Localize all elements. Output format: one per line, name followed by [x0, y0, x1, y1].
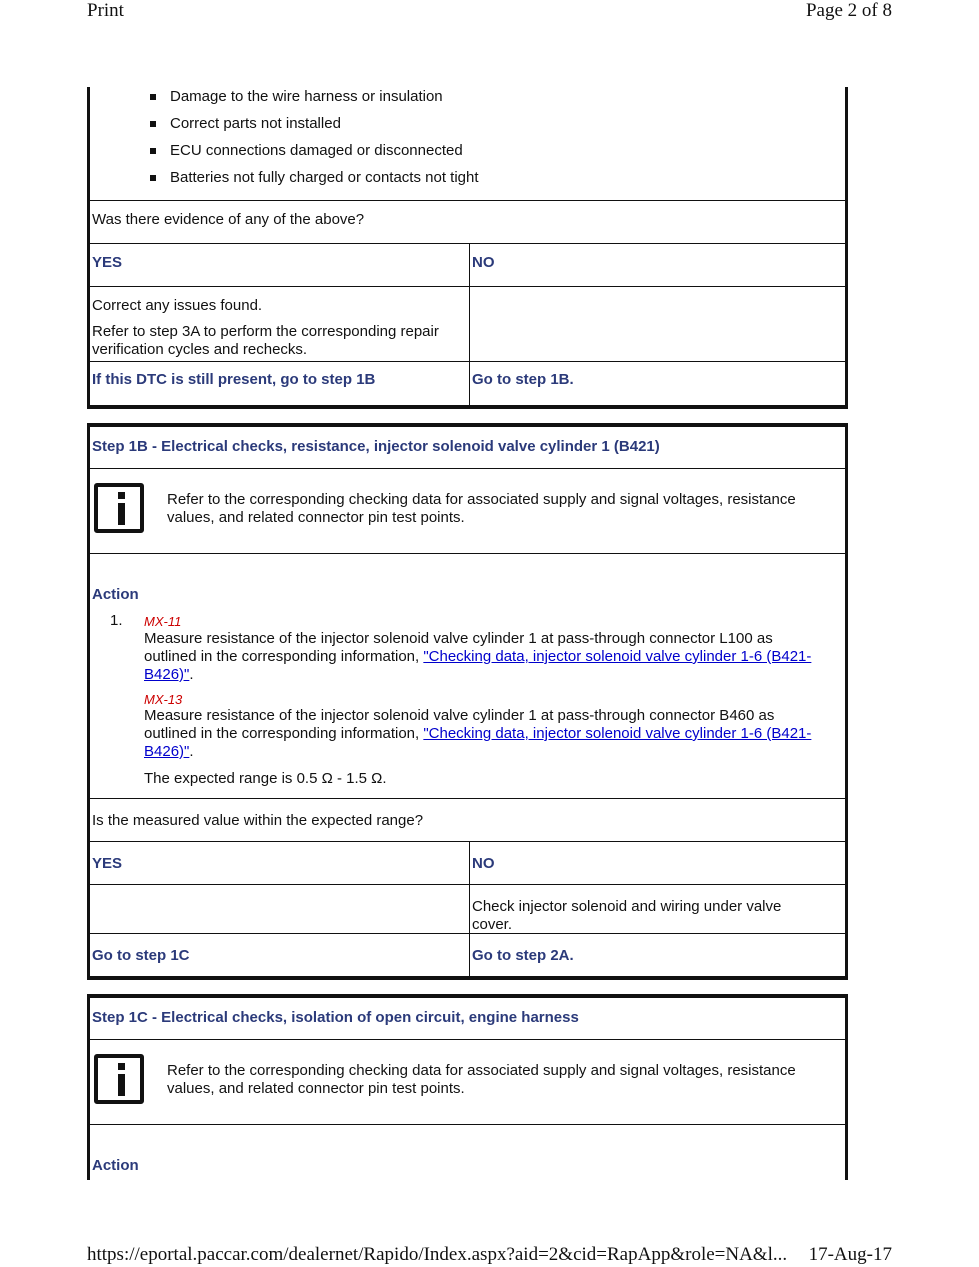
action-label: Action — [92, 1157, 139, 1174]
no-instruction: Check injector solenoid and wiring under valve cover. — [472, 898, 782, 933]
info-icon — [94, 1054, 144, 1104]
yes-next-step: If this DTC is still present, go to step 1B — [92, 371, 376, 388]
step-1c-title: Step 1C - Electrical checks, isolation of open circuit, engine harness — [92, 1009, 579, 1026]
page-number: Page 2 of 8 — [805, 0, 892, 21]
yes-reference: Refer to step 3A to perform the corresponding repair verification cycles and rechecks. — [92, 323, 439, 358]
footer-url: https://eportal.paccar.com/dealernet/Rapido/Index.aspx?aid=2&cid=RapApp&role=NA&l... — [87, 1244, 788, 1265]
expected-range: The expected range is 0.5 Ω - 1.5 Ω. — [144, 770, 387, 787]
evidence-list — [150, 88, 479, 196]
yes-next-step: Go to step 1C — [92, 947, 190, 964]
measure-instruction-mx11: Measure resistance of the injector solenoid valve cylinder 1 at pass-through connector L100 as outlined in the corresponding information, "Checking data, injector solenoid valve cylinder 1-6 (B421-B426)". — [144, 630, 812, 683]
model-label-mx11: MX-11 — [144, 614, 182, 629]
print-label: Print — [87, 0, 124, 21]
yes-label: YES — [92, 254, 123, 271]
action-label: Action — [92, 586, 139, 603]
measure-instruction-mx13: Measure resistance of the injector solenoid valve cylinder 1 at pass-through connector B460 as outlined in the corresponding information, "Checking data, injector solenoid valve cylinder 1-6 (B421-B426)". — [144, 707, 812, 760]
no-next-step: Go to step 1B. — [472, 371, 574, 388]
question-text: Was there evidence of any of the above? — [92, 211, 365, 228]
no-label: NO — [472, 855, 495, 872]
yes-label: YES — [92, 855, 123, 872]
list-item: Correct parts not installed — [150, 115, 479, 142]
no-label: NO — [472, 254, 495, 271]
list-item: Damage to the wire harness or insulation — [150, 88, 479, 115]
info-text: Refer to the corresponding checking data for associated supply and signal voltages, resistance values, and related connector pin test points. — [167, 1062, 796, 1097]
step-1b-section — [87, 423, 848, 980]
section-continued — [87, 87, 848, 409]
footer-date: 17-Aug-17 — [808, 1244, 892, 1265]
yes-instruction: Correct any issues found. — [92, 297, 263, 314]
info-text: Refer to the corresponding checking data for associated supply and signal voltages, resistance values, and related connector pin test points. — [167, 491, 796, 526]
list-item: Batteries not fully charged or contacts not tight — [150, 169, 479, 196]
question-text: Is the measured value within the expected range? — [92, 812, 424, 829]
step-1c-section — [87, 994, 848, 1180]
list-item: ECU connections damaged or disconnected — [150, 142, 479, 169]
checking-data-link[interactable]: "Checking data, injector solenoid valve cylinder 1-6 (B421-B426)" — [144, 725, 812, 760]
step-1b-title: Step 1B - Electrical checks, resistance, injector solenoid valve cylinder 1 (B421) — [92, 438, 660, 455]
step-number: 1. — [110, 612, 123, 629]
model-label-mx13: MX-13 — [144, 692, 183, 707]
checking-data-link[interactable]: "Checking data, injector solenoid valve cylinder 1-6 (B421-B426)" — [144, 648, 812, 683]
info-icon — [94, 483, 144, 533]
no-next-step: Go to step 2A. — [472, 947, 574, 964]
